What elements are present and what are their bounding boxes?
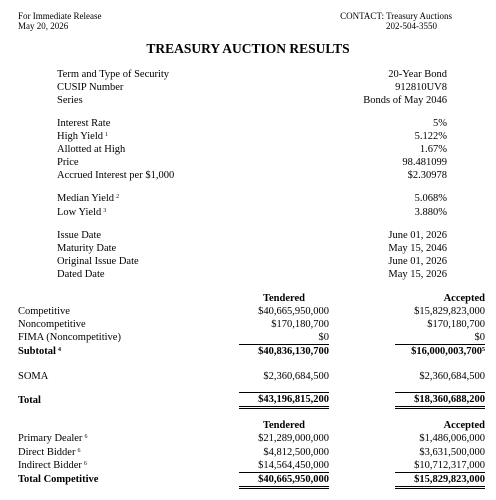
contact-label: CONTACT: Treasury Auctions <box>340 11 452 21</box>
footnote-marker: 1 <box>104 132 108 138</box>
low-yield-value: 3.880% <box>414 207 447 218</box>
table-row-label: Direct Bidder $^6$ <box>18 447 81 458</box>
release-date: May 20, 2026 <box>18 21 69 31</box>
table-cell-tendered: $14,564,450,000 <box>239 459 329 473</box>
table-cell-accepted: $15,829,823,000 <box>414 306 485 317</box>
price-value: 98.481099 <box>402 157 447 168</box>
table-cell-accepted: $170,180,700 <box>427 319 485 330</box>
subtotal-label: Subtotal $^4$ <box>18 346 61 357</box>
table-cell-accepted: $0 <box>395 331 485 345</box>
table-cell-tendered: $40,665,950,000 <box>258 306 329 317</box>
contact-phone: 202-504-3550 <box>386 21 437 31</box>
soma-label: SOMA <box>18 371 49 382</box>
cusip-value: 912810UV8 <box>395 82 447 93</box>
series-value: Bonds of May 2046 <box>363 95 447 106</box>
col-tendered-header: Tendered <box>262 293 305 304</box>
high-yield-label: High Yield $^1$ <box>57 131 108 142</box>
original-issue-label: Original Issue Date <box>57 256 139 267</box>
maturity-date-label: Maturity Date <box>57 243 117 254</box>
original-issue-value: June 01, 2026 <box>388 256 447 267</box>
footnote-marker: 5 <box>482 347 485 353</box>
series-label: Series <box>57 95 83 106</box>
footnote-marker: 6 <box>83 461 87 467</box>
term-value: 20-Year Bond <box>388 69 447 80</box>
table-cell-accepted: $1,486,006,000 <box>419 433 485 444</box>
footnote-marker: 2 <box>116 194 120 200</box>
total-competitive-tendered: $40,665,950,000 <box>239 473 329 489</box>
table-cell-tendered: $0 <box>239 331 329 345</box>
table-row-label: Primary Dealer $^6$ <box>18 433 88 444</box>
release-label: For Immediate Release <box>18 11 102 21</box>
table-cell-tendered: $21,289,000,000 <box>258 433 329 444</box>
total-competitive-label: Total Competitive <box>18 474 99 485</box>
footnote-marker: 6 <box>77 448 81 454</box>
total-label: Total <box>18 395 41 406</box>
interest-rate-label: Interest Rate <box>57 118 111 129</box>
table-cell-accepted: $3,631,500,000 <box>419 447 485 458</box>
cusip-label: CUSIP Number <box>57 82 124 93</box>
accrued-value: $2.30978 <box>407 170 447 181</box>
table-row-label: Competitive <box>18 306 70 317</box>
footnote-marker: 4 <box>57 347 61 353</box>
subtotal-tendered: $40,836,130,700 <box>258 346 329 357</box>
table-row-label: Noncompetitive <box>18 319 86 330</box>
term-label: Term and Type of Security <box>57 69 170 80</box>
low-yield-label: Low Yield $^3$ <box>57 207 107 218</box>
footnote-marker: 3 <box>103 208 107 214</box>
col-accepted-header: Accepted <box>443 293 485 304</box>
dated-date-value: May 15, 2026 <box>388 269 447 280</box>
issue-date-label: Issue Date <box>57 230 102 241</box>
accrued-label: Accrued Interest per $1,000 <box>57 170 175 181</box>
table-row-label: FIMA (Noncompetitive) <box>18 332 121 343</box>
col-accepted-header: Accepted <box>443 420 485 431</box>
soma-accepted: $2,360,684,500 <box>419 371 485 382</box>
high-yield-value: 5.122% <box>414 131 447 142</box>
allotted-label: Allotted at High <box>57 144 126 155</box>
median-yield-value: 5.068% <box>414 193 447 204</box>
footnote-marker: 6 <box>84 434 88 440</box>
total-tendered: $43,196,815,200 <box>239 392 329 409</box>
page-title: TREASURY AUCTION RESULTS <box>146 41 350 56</box>
table-cell-tendered: $4,812,500,000 <box>263 447 329 458</box>
table-cell-tendered: $170,180,700 <box>271 319 329 330</box>
soma-tendered: $2,360,684,500 <box>263 371 329 382</box>
total-competitive-accepted: $15,829,823,000 <box>395 473 485 489</box>
allotted-value: 1.67% <box>419 144 447 155</box>
col-tendered-header: Tendered <box>262 420 305 431</box>
total-accepted: $18,360,688,200 <box>395 392 485 409</box>
median-yield-label: Median Yield $^2$ <box>57 193 120 204</box>
price-label: Price <box>57 157 79 168</box>
interest-rate-value: 5% <box>433 118 447 129</box>
maturity-date-value: May 15, 2046 <box>388 243 447 254</box>
subtotal-accepted: $16,000,003,700$^5$ <box>411 346 485 357</box>
table-cell-accepted: $10,712,317,000 <box>395 459 485 473</box>
issue-date-value: June 01, 2026 <box>388 230 447 241</box>
table-row-label: Indirect Bidder $^6$ <box>18 460 87 471</box>
dated-date-label: Dated Date <box>57 269 105 280</box>
